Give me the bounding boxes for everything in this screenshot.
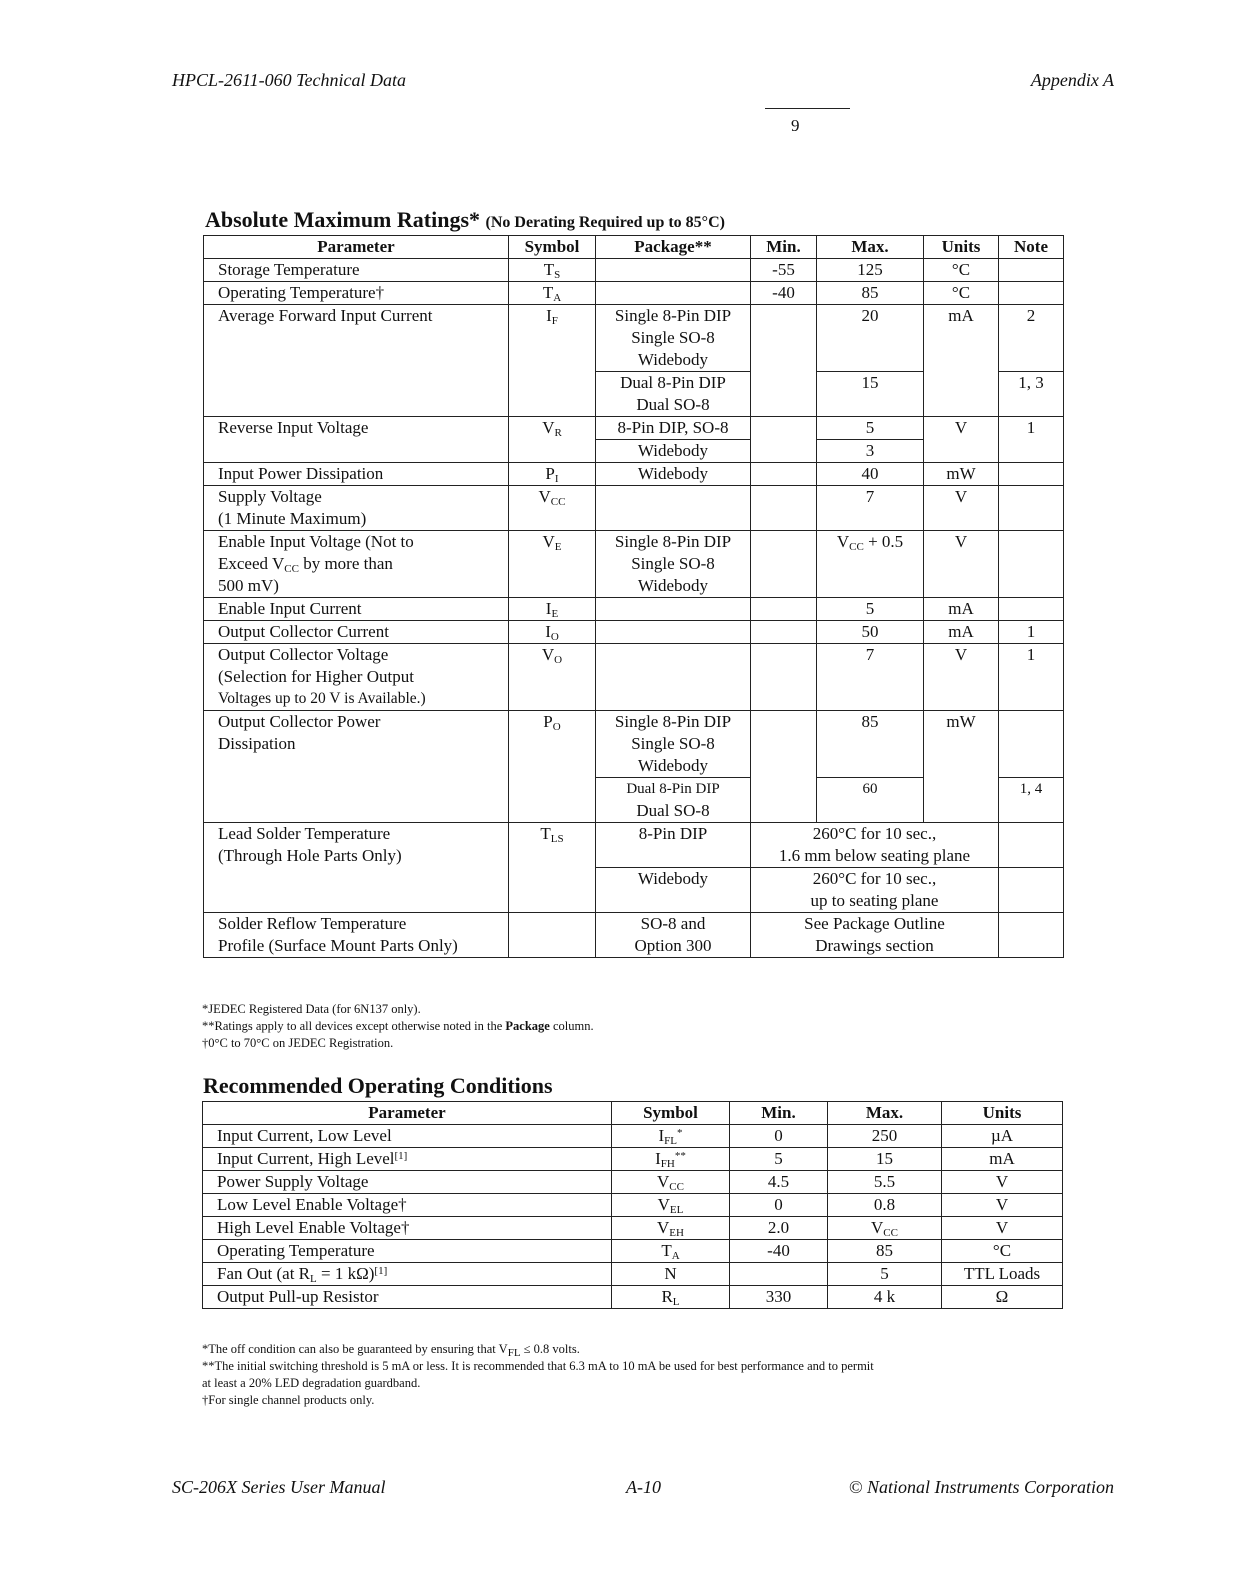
value-cell: 260°C for 10 sec., 1.6 mm below seating plane bbox=[751, 823, 999, 868]
table-row bbox=[204, 305, 1064, 372]
max-cell: 15 bbox=[817, 372, 924, 417]
min-cell: 330 bbox=[730, 1286, 828, 1309]
param-cell: Supply Voltage (1 Minute Maximum) bbox=[204, 486, 509, 531]
param-cell: Enable Input Current bbox=[204, 598, 509, 621]
value-cell: See Package Outline Drawings section bbox=[751, 913, 999, 958]
units-cell: mA bbox=[924, 598, 999, 621]
table-row bbox=[204, 417, 1064, 440]
note-cell: 1, 4 bbox=[999, 778, 1064, 823]
package-cell bbox=[596, 259, 751, 282]
param-cell: Lead Solder Temperature (Through Hole Parts Only) bbox=[204, 823, 509, 913]
footnote: *The off condition can also be guaranteed by ensuring that $V_{FL} \le 0.8$ volts. bbox=[202, 1342, 580, 1359]
note-cell: 2 bbox=[999, 305, 1064, 372]
units-cell: °C bbox=[924, 259, 999, 282]
table-row bbox=[203, 1286, 1063, 1309]
footnote: at least a 20% LED degradation guardband. bbox=[202, 1376, 421, 1390]
footer-manual-title: SC-206X Series User Manual bbox=[172, 1477, 386, 1497]
param-cell: Input Current, Low Level bbox=[203, 1125, 612, 1148]
param-cell: Output Collector Voltage (Selection for Higher Output Voltages up to 20 V is Available.) bbox=[204, 644, 509, 711]
symbol-cell: $T_{LS}$ bbox=[509, 823, 596, 913]
amr-footnotes bbox=[202, 1001, 594, 1052]
max-cell: 15 bbox=[828, 1148, 942, 1171]
table-row bbox=[204, 823, 1064, 868]
note-cell bbox=[999, 486, 1064, 531]
package-cell: Dual 8-Pin DIP Dual SO-8 bbox=[596, 372, 751, 417]
units-cell: mA bbox=[924, 621, 999, 644]
package-cell: Widebody bbox=[596, 463, 751, 486]
max-cell: 7 bbox=[817, 644, 924, 711]
footnote: †0°C to 70°C on JEDEC Registration. bbox=[202, 1036, 394, 1050]
max-cell: 5 bbox=[817, 417, 924, 440]
table-row bbox=[204, 282, 1064, 305]
param-cell: High Level Enable Voltage† bbox=[203, 1217, 612, 1240]
symbol-cell: N bbox=[612, 1263, 730, 1286]
absolute-max-ratings-table bbox=[203, 235, 1064, 958]
min-cell bbox=[751, 711, 817, 823]
max-cell: 85 bbox=[828, 1240, 942, 1263]
col-header: Min. bbox=[751, 236, 817, 259]
package-cell: 8-Pin DIP bbox=[596, 823, 751, 868]
footnote: **The initial switching threshold is 5 mA or less. It is recommended that 6.3 mA to 10 mA be used for best performance and to permit bbox=[202, 1359, 874, 1373]
table-row bbox=[204, 913, 1064, 958]
min-cell: 2.0 bbox=[730, 1217, 828, 1240]
param-cell: Fan Out (at $R_L = 1$ kΩ)[1] bbox=[203, 1263, 612, 1286]
param-cell: Solder Reflow Temperature Profile (Surface Mount Parts Only) bbox=[204, 913, 509, 958]
units-cell: °C bbox=[924, 282, 999, 305]
param-cell: Operating Temperature† bbox=[204, 282, 509, 305]
units-cell: TTL Loads bbox=[942, 1263, 1063, 1286]
min-cell: 0 bbox=[730, 1125, 828, 1148]
min-cell bbox=[730, 1263, 828, 1286]
note-cell bbox=[999, 531, 1064, 598]
units-cell: V bbox=[924, 417, 999, 463]
param-cell: Output Collector Current bbox=[204, 621, 509, 644]
max-cell: 85 bbox=[817, 711, 924, 778]
units-cell: µA bbox=[942, 1125, 1063, 1148]
col-header: Min. bbox=[730, 1102, 828, 1125]
param-cell: Input Power Dissipation bbox=[204, 463, 509, 486]
note-cell bbox=[999, 823, 1064, 868]
units-cell: V bbox=[942, 1217, 1063, 1240]
table-row bbox=[204, 644, 1064, 711]
units-cell: Ω bbox=[942, 1286, 1063, 1309]
table-row bbox=[204, 621, 1064, 644]
symbol-cell: $I_F$ bbox=[509, 305, 596, 417]
symbol-cell: $P_O$ bbox=[509, 711, 596, 823]
note-cell: 1 bbox=[999, 417, 1064, 463]
symbol-cell: $T_S$ bbox=[509, 259, 596, 282]
col-header: Package** bbox=[596, 236, 751, 259]
min-cell: 5 bbox=[730, 1148, 828, 1171]
value-cell: 260°C for 10 sec., up to seating plane bbox=[751, 868, 999, 913]
symbol-cell: $V_{CC}$ bbox=[612, 1171, 730, 1194]
col-header: Max. bbox=[828, 1102, 942, 1125]
table-row bbox=[203, 1240, 1063, 1263]
units-cell: mA bbox=[924, 305, 999, 417]
roc-title: Recommended Operating Conditions bbox=[203, 1073, 553, 1098]
table-row bbox=[203, 1171, 1063, 1194]
units-cell: V bbox=[942, 1171, 1063, 1194]
max-cell: 85 bbox=[817, 282, 924, 305]
package-cell: Dual 8-Pin DIP Dual SO-8 bbox=[596, 778, 751, 823]
units-cell: V bbox=[942, 1194, 1063, 1217]
table-row bbox=[204, 598, 1064, 621]
symbol-cell: $V_{EH}$ bbox=[612, 1217, 730, 1240]
min-cell: 0 bbox=[730, 1194, 828, 1217]
max-cell: 5.5 bbox=[828, 1171, 942, 1194]
units-cell: V bbox=[924, 531, 999, 598]
max-cell: 5 bbox=[828, 1263, 942, 1286]
min-cell: -40 bbox=[751, 282, 817, 305]
package-cell bbox=[596, 621, 751, 644]
package-cell bbox=[596, 282, 751, 305]
table-row bbox=[204, 259, 1064, 282]
symbol-cell: $V_R$ bbox=[509, 417, 596, 463]
note-cell bbox=[999, 463, 1064, 486]
units-cell: mA bbox=[942, 1148, 1063, 1171]
symbol-cell: $P_I$ bbox=[509, 463, 596, 486]
footer-copyright: © National Instruments Corporation bbox=[848, 1477, 1114, 1497]
package-cell: Widebody bbox=[596, 868, 751, 913]
package-cell: Widebody bbox=[596, 440, 751, 463]
symbol-cell: $I_O$ bbox=[509, 621, 596, 644]
min-cell bbox=[751, 417, 817, 463]
package-cell bbox=[596, 644, 751, 711]
note-cell bbox=[999, 259, 1064, 282]
note-cell bbox=[999, 282, 1064, 305]
param-cell: Average Forward Input Current bbox=[204, 305, 509, 417]
min-cell bbox=[751, 644, 817, 711]
package-cell: 8-Pin DIP, SO-8 bbox=[596, 417, 751, 440]
units-cell: mW bbox=[924, 463, 999, 486]
package-cell: Single 8-Pin DIP Single SO-8 Widebody bbox=[596, 305, 751, 372]
min-cell bbox=[751, 486, 817, 531]
max-cell: 3 bbox=[817, 440, 924, 463]
roc-footnotes bbox=[202, 1341, 1072, 1409]
roc-header-row bbox=[203, 1102, 1063, 1125]
symbol-cell bbox=[509, 913, 596, 958]
table-row bbox=[203, 1194, 1063, 1217]
param-cell: Storage Temperature bbox=[204, 259, 509, 282]
units-cell: mW bbox=[924, 711, 999, 823]
page-number-rule bbox=[765, 108, 850, 109]
param-cell: Output Pull-up Resistor bbox=[203, 1286, 612, 1309]
col-header: Units bbox=[924, 236, 999, 259]
symbol-cell: $V_E$ bbox=[509, 531, 596, 598]
param-cell: Output Collector Power Dissipation bbox=[204, 711, 509, 823]
max-cell: 60 bbox=[817, 778, 924, 823]
units-cell: V bbox=[924, 644, 999, 711]
min-cell bbox=[751, 463, 817, 486]
table-row bbox=[203, 1125, 1063, 1148]
min-cell bbox=[751, 305, 817, 417]
symbol-cell: $V_{CC}$ bbox=[509, 486, 596, 531]
units-cell: °C bbox=[942, 1240, 1063, 1263]
note-cell: 1 bbox=[999, 621, 1064, 644]
param-cell: Low Level Enable Voltage† bbox=[203, 1194, 612, 1217]
param-cell: Reverse Input Voltage bbox=[204, 417, 509, 463]
package-cell: SO-8 and Option 300 bbox=[596, 913, 751, 958]
max-cell: $V_{CC}$ bbox=[828, 1217, 942, 1240]
max-cell: 50 bbox=[817, 621, 924, 644]
param-cell: Operating Temperature bbox=[203, 1240, 612, 1263]
symbol-cell: $I_{FH}^{**}$ bbox=[612, 1148, 730, 1171]
table-row bbox=[204, 486, 1064, 531]
footnote: **Ratings apply to all devices except otherwise noted in the Package column. bbox=[202, 1019, 594, 1033]
col-header: Symbol bbox=[509, 236, 596, 259]
symbol-cell: $T_A$ bbox=[612, 1240, 730, 1263]
col-header: Max. bbox=[817, 236, 924, 259]
recommended-operating-conditions-table bbox=[202, 1101, 1063, 1309]
table-row bbox=[204, 711, 1064, 778]
symbol-cell: $R_L$ bbox=[612, 1286, 730, 1309]
note-cell bbox=[999, 711, 1064, 778]
package-cell bbox=[596, 486, 751, 531]
param-cell: Enable Input Voltage (Not to Exceed $V_{CC}$ by more than 500 mV) bbox=[204, 531, 509, 598]
package-cell: Single 8-Pin DIP Single SO-8 Widebody bbox=[596, 711, 751, 778]
amr-header-row bbox=[204, 236, 1064, 259]
symbol-cell: $I_E$ bbox=[509, 598, 596, 621]
min-cell: 4.5 bbox=[730, 1171, 828, 1194]
table-row bbox=[204, 463, 1064, 486]
doc-header-title: HPCL-2611-060 Technical Data bbox=[172, 70, 406, 90]
note-cell: 1, 3 bbox=[999, 372, 1064, 417]
table-row bbox=[203, 1148, 1063, 1171]
min-cell bbox=[751, 598, 817, 621]
min-cell bbox=[751, 621, 817, 644]
table-row bbox=[204, 531, 1064, 598]
min-cell: -40 bbox=[730, 1240, 828, 1263]
note-cell bbox=[999, 913, 1064, 958]
min-cell: -55 bbox=[751, 259, 817, 282]
package-cell: Single 8-Pin DIP Single SO-8 Widebody bbox=[596, 531, 751, 598]
note-cell bbox=[999, 868, 1064, 913]
units-cell: V bbox=[924, 486, 999, 531]
max-cell: 40 bbox=[817, 463, 924, 486]
param-cell: Input Current, High Level[1] bbox=[203, 1148, 612, 1171]
amr-title: Absolute Maximum Ratings* (No Derating Required up to 85°C) bbox=[205, 207, 725, 232]
max-cell: 0.8 bbox=[828, 1194, 942, 1217]
max-cell: 250 bbox=[828, 1125, 942, 1148]
col-header: Note bbox=[999, 236, 1064, 259]
min-cell bbox=[751, 531, 817, 598]
col-header: Units bbox=[942, 1102, 1063, 1125]
col-header: Parameter bbox=[203, 1102, 612, 1125]
max-cell: $V_{CC} + 0.5$ bbox=[817, 531, 924, 598]
page-number: 9 bbox=[791, 116, 800, 135]
max-cell: 5 bbox=[817, 598, 924, 621]
max-cell: 7 bbox=[817, 486, 924, 531]
max-cell: 4 k bbox=[828, 1286, 942, 1309]
table-row bbox=[203, 1263, 1063, 1286]
col-header: Parameter bbox=[204, 236, 509, 259]
doc-header-appendix: Appendix A bbox=[1030, 70, 1114, 90]
footnote: *JEDEC Registered Data (for 6N137 only). bbox=[202, 1002, 421, 1016]
footer-page-label: A-10 bbox=[626, 1477, 661, 1497]
max-cell: 20 bbox=[817, 305, 924, 372]
note-cell: 1 bbox=[999, 644, 1064, 711]
param-cell: Power Supply Voltage bbox=[203, 1171, 612, 1194]
table-row bbox=[203, 1217, 1063, 1240]
note-cell bbox=[999, 598, 1064, 621]
symbol-cell: $I_{FL}^*$ bbox=[612, 1125, 730, 1148]
max-cell: 125 bbox=[817, 259, 924, 282]
col-header: Symbol bbox=[612, 1102, 730, 1125]
symbol-cell: $T_A$ bbox=[509, 282, 596, 305]
symbol-cell: $V_O$ bbox=[509, 644, 596, 711]
package-cell bbox=[596, 598, 751, 621]
footnote: †For single channel products only. bbox=[202, 1393, 375, 1407]
symbol-cell: $V_{EL}$ bbox=[612, 1194, 730, 1217]
